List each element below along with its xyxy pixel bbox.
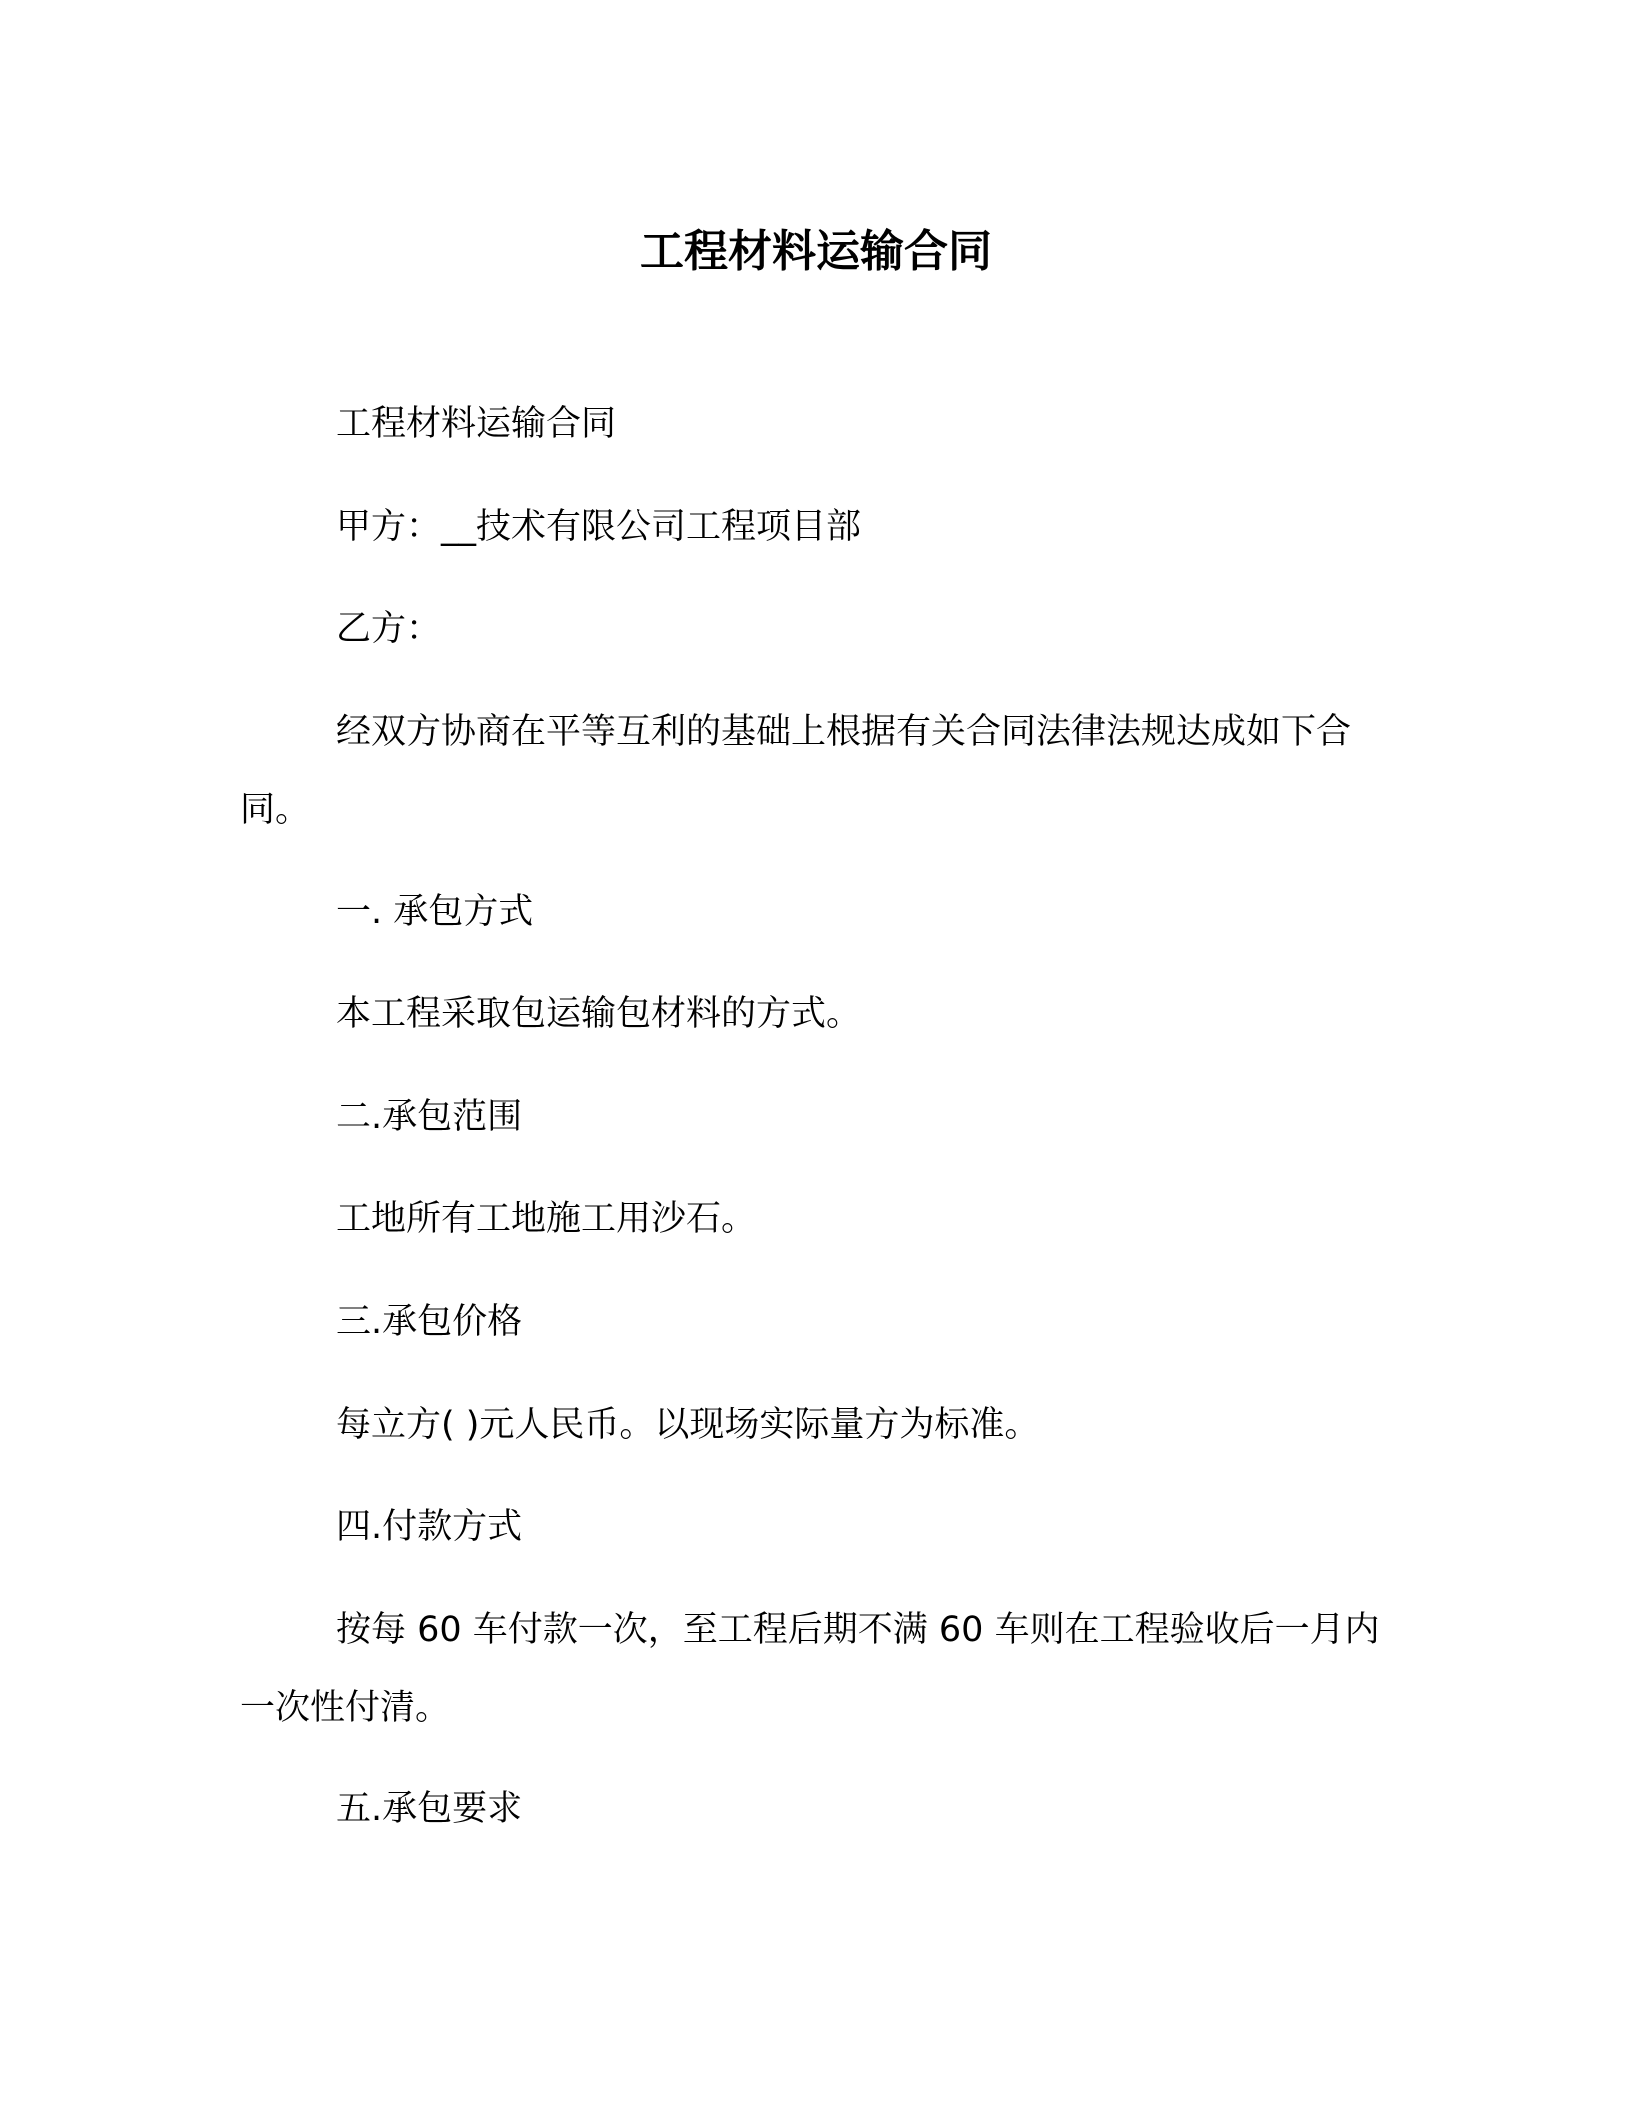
document-title: 工程材料运输合同 bbox=[640, 226, 992, 277]
contract-heading: 工程材料运输合同 bbox=[336, 404, 617, 444]
section-2-body: 工地所有工地施工用沙石。 bbox=[336, 1199, 757, 1239]
section-3-body: 每立方( )元人民币。以现场实际量方为标准。 bbox=[336, 1405, 1040, 1445]
section-4-heading: 四.付款方式 bbox=[336, 1507, 523, 1547]
party-a: 甲方：__技术有限公司工程项目部 bbox=[336, 507, 862, 547]
preamble: 经双方协商在平等互利的基础上根据有关合同法律法规达成如下合同。 bbox=[240, 712, 1352, 830]
section-2-heading: 二.承包范围 bbox=[336, 1097, 523, 1137]
section-1-heading: 一. 承包方式 bbox=[336, 892, 534, 932]
section-5-heading: 五.承包要求 bbox=[336, 1789, 523, 1829]
section-3-heading: 三.承包价格 bbox=[336, 1302, 523, 1342]
section-1-body: 本工程采取包运输包材料的方式。 bbox=[336, 994, 862, 1034]
section-4-body: 按每 60 车付款一次，至工程后期不满 60 车则在工程验收后一月内一次性付清。 bbox=[240, 1610, 1380, 1728]
party-b: 乙方： bbox=[336, 609, 442, 649]
